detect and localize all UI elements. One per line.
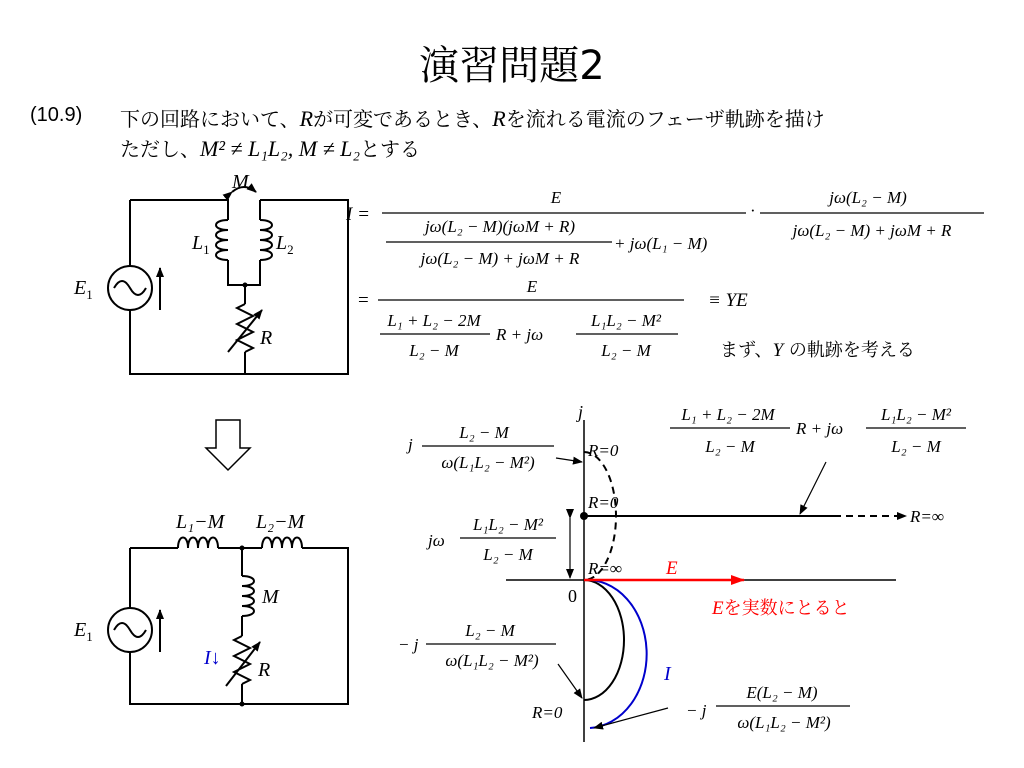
inductor-c-label: M <box>262 586 279 608</box>
top-source-letter: E <box>74 277 87 299</box>
eq1-numerator: E <box>550 188 562 207</box>
y-locus-start-point <box>580 512 588 520</box>
inductor-l1-label <box>191 232 210 257</box>
top-source-label <box>73 277 93 302</box>
leader-neg-label <box>558 664 582 698</box>
inductor-l1-coil <box>216 220 228 260</box>
problem-line2-text-a: ただし、 <box>120 137 200 161</box>
problem-text-b: が可変であるとき、 <box>313 107 493 131</box>
inductor-l2-coil <box>260 220 272 260</box>
inductor-l2-label <box>275 232 294 257</box>
top-circuit <box>130 187 348 374</box>
r-zero-top-label: R=0 <box>588 441 619 460</box>
origin-label: 0 <box>568 586 577 606</box>
bottom-junction-dot-bottom <box>240 702 245 707</box>
note-text-a: まず、 <box>720 340 773 361</box>
problem-number: (10.9) <box>30 104 83 126</box>
bottom-resistor-variable-arrow <box>226 642 260 686</box>
r-infinity-bottom-label: R=∞ <box>588 559 622 578</box>
y-label-frac1-denominator: L₂ − M <box>705 437 755 456</box>
bottom-circuit-wire-right <box>130 548 348 704</box>
inverse-locus-semicircle <box>584 580 624 700</box>
transform-down-arrow-icon <box>206 420 250 470</box>
bottom-resistor-zigzag <box>234 636 250 684</box>
e-phasor-label: E <box>666 558 678 579</box>
mid-label-denominator: L₂ − M <box>483 545 533 564</box>
e-real-note-text: を実数にとると <box>723 598 850 619</box>
top-circuit-wire-left <box>130 200 228 220</box>
eq2-numerator: E <box>526 277 538 296</box>
problem-text-a: 下の回路において、 <box>120 107 300 131</box>
bottom-junction-dot-top <box>240 546 245 551</box>
problem-condition-math: M² ≠ L₁L₂, M ≠ L₂ <box>200 136 361 161</box>
i-label-denominator: ω(L₁L₂ − M²) <box>737 713 831 732</box>
top-circuit-wire <box>130 200 348 374</box>
inductor-b-coil <box>262 538 302 549</box>
note-text-b: の軌跡を考える <box>783 340 915 361</box>
problem-var-r: R <box>299 106 314 131</box>
e-real-note-var: E <box>712 598 724 619</box>
mid-label-jw: jω <box>428 531 445 550</box>
i-label-numerator: E(L₂ − M) <box>746 683 818 702</box>
bottom-source-letter: E <box>74 619 87 641</box>
leader-current-label <box>594 708 668 728</box>
eq2-frac1-denominator: L₂ − M <box>409 341 459 360</box>
problem-var-r2: R <box>492 106 506 131</box>
bottom-source-sub: 1 <box>86 629 93 644</box>
eq2-middle: R + jω <box>496 325 544 344</box>
leader-y-label <box>800 462 826 514</box>
current-locus-label: I <box>664 663 671 685</box>
leader-top-label <box>556 458 582 462</box>
neg-label-denominator: ω(L₁L₂ − M²) <box>445 651 539 670</box>
eq1-lhs: I = <box>346 204 370 225</box>
r-infinity-right-label: R=∞ <box>910 507 944 526</box>
eq1-inner-denominator: jω(L₂ − M) + jωM + R <box>420 249 580 268</box>
eq2-frac1-numerator: L₁ + L₂ − 2M <box>387 311 481 330</box>
top-resistor-label: R <box>260 327 273 349</box>
eq1-right-numerator: jω(L₂ − M) <box>829 188 907 207</box>
r-zero-mid-label: R=0 <box>588 493 619 512</box>
top-circuit-wire-join <box>228 260 260 285</box>
y-label-frac2-denominator: L₂ − M <box>891 437 941 456</box>
bottom-circuit <box>130 538 348 705</box>
bottom-resistor-label: R <box>258 659 271 681</box>
imaginary-axis-label: j <box>578 402 584 422</box>
top-label-j: j <box>408 435 413 454</box>
top-source-sub: 1 <box>86 287 93 302</box>
eq1-inner-numerator: jω(L₂ − M)(jωM + R) <box>424 217 576 236</box>
y-label-frac1-numerator: L₁ + L₂ − 2M <box>681 405 775 424</box>
inductor-l1-letter: L <box>192 232 204 254</box>
locus-diagram <box>506 420 906 742</box>
e-real-note <box>711 598 850 619</box>
current-arrow-icon: ↓ <box>210 647 221 669</box>
resistor-variable-arrow <box>228 310 262 352</box>
top-label-denominator: ω(L₁L₂ − M²) <box>441 453 535 472</box>
eq2-frac2-numerator: L₁L₂ − M² <box>591 311 661 330</box>
first-consider-y-note <box>720 340 915 361</box>
inductor-a-coil <box>178 538 218 549</box>
neg-label-numerator: L₂ − M <box>465 621 515 640</box>
i-label-neg-j: − j <box>686 701 707 720</box>
eq1-right-denominator: jω(L₂ − M) + jωM + R <box>792 221 952 240</box>
inductor-l2-letter: L <box>276 232 288 254</box>
slide-title: 演習問題2 <box>419 43 605 89</box>
y-label-frac2-numerator: L₁L₂ − M² <box>881 405 951 424</box>
current-letter: I <box>204 647 211 669</box>
inductor-l2-sub: 2 <box>287 242 294 257</box>
inductor-l1-sub: 1 <box>203 242 210 257</box>
bottom-source-label <box>73 619 93 644</box>
problem-line2-text-b: とする <box>360 137 421 161</box>
inductor-c-coil <box>242 576 254 616</box>
problem-text-c: を流れる電流のフェーザ軌跡を描け <box>505 107 825 131</box>
current-label <box>203 647 221 669</box>
eq2-frac2-denominator: L₂ − M <box>601 341 651 360</box>
top-junction-dot <box>243 283 248 288</box>
top-label-numerator: L₂ − M <box>459 423 509 442</box>
neg-label-j: − j <box>398 635 419 654</box>
eq2-lhs: = <box>358 290 369 311</box>
mutual-label: M <box>232 171 249 193</box>
note-var-y: Y <box>772 340 784 361</box>
mid-label-numerator: L₁L₂ − M² <box>473 515 543 534</box>
resistor-zigzag <box>237 304 253 352</box>
inductor-b-label: L₂−M <box>256 511 305 533</box>
eq1-dot: · <box>750 201 756 220</box>
inductor-a-label: L₁−M <box>176 511 225 533</box>
y-label-middle: R + jω <box>796 419 844 438</box>
eq1-denominator-tail: + jω(L₁ − M) <box>614 234 708 253</box>
eq2-rhs: ≡ YE <box>708 290 748 311</box>
locus-labels <box>398 402 966 732</box>
r-zero-bottom-label: R=0 <box>532 703 563 722</box>
equation-block <box>345 188 984 360</box>
